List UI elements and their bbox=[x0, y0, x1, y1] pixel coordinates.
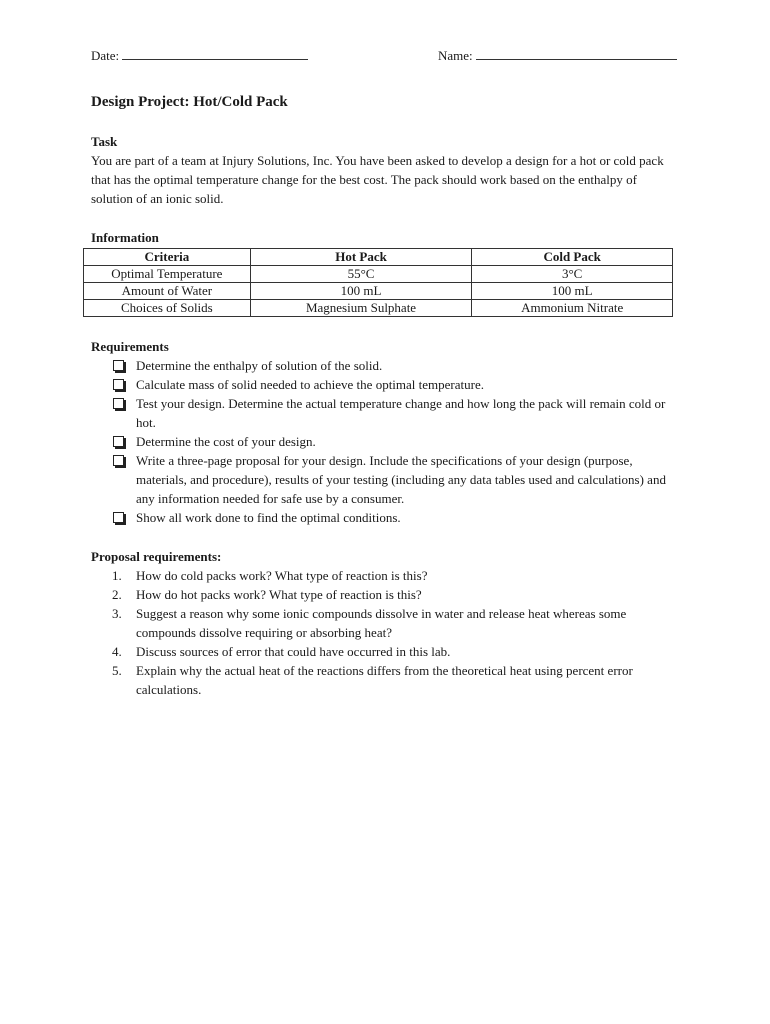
proposal-text: Explain why the actual heat of the reactions differs from the theoretical heat using percent error calculations. bbox=[136, 663, 633, 697]
requirement-text: Determine the enthalpy of solution of the solid. bbox=[136, 358, 383, 373]
proposal-text: How do cold packs work? What type of reaction is this? bbox=[136, 568, 428, 583]
table-row bbox=[84, 300, 673, 317]
item-number: 4. bbox=[112, 644, 122, 659]
name-blank-line bbox=[476, 47, 677, 60]
table-cell: 55°C bbox=[250, 266, 472, 283]
information-table bbox=[83, 248, 673, 317]
document-title: Design Project: Hot/Cold Pack bbox=[91, 94, 288, 110]
checkbox-icon bbox=[113, 379, 124, 390]
requirement-text: Determine the cost of your design. bbox=[136, 434, 316, 449]
checkbox-icon bbox=[113, 398, 124, 409]
table-cell: Amount of Water bbox=[84, 283, 251, 300]
requirements-heading: Requirements bbox=[91, 339, 169, 354]
requirement-text: Test your design. Determine the actual temperature change and how long the pack will remain cold or hot. bbox=[136, 396, 666, 430]
list-item bbox=[91, 566, 681, 585]
table-header-cell: Criteria bbox=[84, 249, 251, 266]
item-number: 2. bbox=[112, 587, 122, 602]
table-header-cell: Hot Pack bbox=[250, 249, 472, 266]
list-item bbox=[91, 394, 681, 432]
requirement-text: Show all work done to find the optimal conditions. bbox=[136, 510, 401, 525]
task-section bbox=[91, 132, 681, 208]
list-item bbox=[91, 451, 681, 508]
checkbox-icon bbox=[113, 512, 124, 523]
table-header-cell: Cold Pack bbox=[472, 249, 673, 266]
item-number: 5. bbox=[112, 663, 122, 678]
table-cell: 100 mL bbox=[472, 283, 673, 300]
list-item bbox=[91, 642, 681, 661]
proposal-text: Suggest a reason why some ionic compounds dissolve in water and release heat whereas some compounds dissolve requiring or absorbing heat? bbox=[136, 606, 627, 640]
task-heading: Task bbox=[91, 134, 118, 149]
proposal-list bbox=[91, 566, 681, 699]
proposal-heading: Proposal requirements: bbox=[91, 549, 222, 564]
checkbox-icon bbox=[113, 436, 124, 447]
proposal-text: Discuss sources of error that could have occurred in this lab. bbox=[136, 644, 451, 659]
list-item bbox=[91, 508, 681, 527]
table-row bbox=[84, 283, 673, 300]
list-item bbox=[91, 432, 681, 451]
list-item bbox=[91, 585, 681, 604]
requirements-list bbox=[91, 356, 681, 527]
date-label: Date: bbox=[91, 48, 120, 63]
proposal-section bbox=[91, 547, 681, 699]
table-cell: 100 mL bbox=[250, 283, 472, 300]
task-text: You are part of a team at Injury Solutions, Inc. You have been asked to develop a design for a hot or cold pack that has the optimal temperature change for the best cost. The pack should work based on the enthalpy of solution of an ionic solid. bbox=[91, 153, 664, 206]
date-blank-line bbox=[122, 47, 308, 60]
list-item bbox=[91, 375, 681, 394]
table-cell: Magnesium Sulphate bbox=[250, 300, 472, 317]
table-row bbox=[84, 266, 673, 283]
list-item bbox=[91, 356, 681, 375]
table-cell: Optimal Temperature bbox=[84, 266, 251, 283]
checkbox-icon bbox=[113, 360, 124, 371]
date-field bbox=[91, 46, 308, 65]
information-heading: Information bbox=[91, 230, 159, 245]
checkbox-icon bbox=[113, 455, 124, 466]
proposal-text: How do hot packs work? What type of reaction is this? bbox=[136, 587, 422, 602]
item-number: 3. bbox=[112, 606, 122, 621]
requirements-section bbox=[91, 337, 681, 527]
information-section bbox=[91, 228, 681, 247]
requirement-text: Calculate mass of solid needed to achieve the optimal temperature. bbox=[136, 377, 484, 392]
table-header-row bbox=[84, 249, 673, 266]
item-number: 1. bbox=[112, 568, 122, 583]
table-cell: 3°C bbox=[472, 266, 673, 283]
name-field bbox=[438, 46, 677, 65]
list-item bbox=[91, 604, 681, 642]
requirement-text: Write a three-page proposal for your design. Include the specifications of your design (purpose, materials, and procedure), results of your testing (including any data tables used and calculations) and any information needed for safe use by a consumer. bbox=[136, 453, 666, 506]
name-label: Name: bbox=[438, 48, 473, 63]
table-cell: Ammonium Nitrate bbox=[472, 300, 673, 317]
list-item bbox=[91, 661, 681, 699]
table-cell: Choices of Solids bbox=[84, 300, 251, 317]
